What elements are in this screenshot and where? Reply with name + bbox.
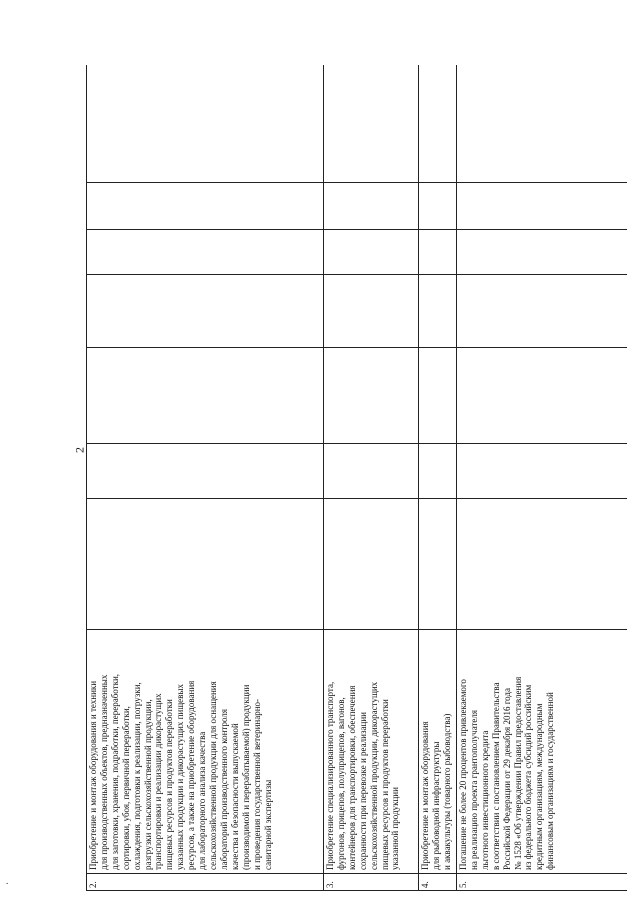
description-line: Приобретение специализированного транспорта, bbox=[325, 681, 335, 870]
description-line: финансовым организациям и государственной bbox=[545, 692, 556, 870]
description-line: контейнеров для транспортировки, обеспечения bbox=[346, 685, 357, 870]
description-line: кредитным организациям, международным bbox=[534, 703, 545, 870]
empty-cell bbox=[457, 275, 628, 348]
description-line: для лабораторного анализа качества bbox=[197, 731, 208, 870]
table-row bbox=[419, 65, 457, 891]
description-line: для заготовки, хранения, подработки, переработки, bbox=[109, 673, 120, 870]
empty-cell bbox=[324, 230, 419, 275]
description-line: пищевых ресурсов и продуктов переработки bbox=[379, 699, 390, 870]
empty-cell bbox=[457, 183, 628, 230]
empty-cell bbox=[419, 444, 457, 499]
row-number: 3. bbox=[324, 874, 419, 891]
description-line: ресурсов, а также на приобретение оборудования bbox=[186, 680, 197, 870]
description-line: Российской Федерации от 29 декабря 2016 года bbox=[501, 688, 512, 870]
row-number: 5. bbox=[457, 874, 628, 891]
description-line: Приобретение и монтаж оборудования bbox=[420, 721, 430, 870]
empty-cell bbox=[419, 275, 457, 348]
empty-cell bbox=[87, 444, 324, 499]
description-line: Приобретение и монтаж оборудования и техники bbox=[88, 680, 98, 870]
table-row bbox=[457, 65, 628, 891]
empty-cell bbox=[87, 65, 324, 183]
empty-cell bbox=[457, 348, 628, 444]
description-line: № 1528 «Об утверждении Правил предоставления bbox=[512, 676, 523, 870]
description-line: для производственных объектов, предназначенных bbox=[98, 674, 109, 870]
empty-cell bbox=[419, 230, 457, 275]
description-line: сохранности при перевозке и реализации bbox=[357, 712, 368, 870]
empty-cell bbox=[457, 499, 628, 630]
empty-cell bbox=[419, 65, 457, 183]
description-line: сельскохозяйственной продукции, дикорастущих bbox=[368, 681, 379, 870]
empty-cell bbox=[324, 348, 419, 444]
description-line: и аквакультуры (товарного рыбоводства) bbox=[441, 713, 452, 870]
description-line: (производимой и перерабатываемой) продукции bbox=[240, 684, 251, 870]
description-line: охлаждения, подготовки к реализации, погрузки, bbox=[131, 682, 142, 870]
description-line: сортировки, убоя, первичной переработки, bbox=[120, 706, 131, 870]
description-line: разгрузки сельскохозяйственной продукции, bbox=[142, 699, 153, 870]
description-line: пищевых ресурсов и продуктов переработки bbox=[164, 699, 175, 870]
description-line: санитарной экспертизы bbox=[262, 779, 273, 870]
empty-cell bbox=[87, 183, 324, 230]
empty-cell bbox=[419, 348, 457, 444]
description-line: транспортировки и реализации дикорастущих bbox=[153, 693, 164, 870]
empty-cell bbox=[457, 444, 628, 499]
empty-cell bbox=[324, 65, 419, 183]
empty-cell bbox=[87, 230, 324, 275]
empty-cell bbox=[324, 183, 419, 230]
empty-cell bbox=[419, 499, 457, 630]
empty-cell bbox=[87, 499, 324, 630]
row-description bbox=[457, 630, 628, 874]
page-number: 2 bbox=[72, 447, 87, 453]
empty-cell bbox=[457, 230, 628, 275]
empty-cell bbox=[324, 444, 419, 499]
description-line: в соответствии с постановлением Правительства bbox=[490, 682, 501, 870]
empty-cell bbox=[324, 499, 419, 630]
description-line: указанной продукции bbox=[390, 787, 401, 870]
table-row bbox=[87, 65, 324, 891]
description-line: Погашение не более 20 процентов привлекаемого bbox=[458, 679, 468, 870]
description-line: из федерального бюджета субсидий российским bbox=[523, 684, 534, 870]
row-number: 2. bbox=[87, 874, 324, 891]
row-description bbox=[87, 630, 324, 874]
row-number: 4. bbox=[419, 874, 457, 891]
empty-cell bbox=[457, 65, 628, 183]
empty-cell bbox=[419, 183, 457, 230]
empty-cell bbox=[87, 275, 324, 348]
description-line: на реализацию проекта грантополучателя bbox=[468, 709, 479, 870]
budget-table-sheet bbox=[86, 65, 627, 891]
description-line: льготного инвестиционного кредита bbox=[479, 730, 490, 870]
description-line: сельскохозяйственной продукции для оснащения bbox=[207, 681, 218, 870]
description-line: фургонов, прицепов, полуприцепов, вагонов, bbox=[335, 697, 346, 870]
row-description bbox=[419, 630, 457, 874]
description-line: указанных продукции и дикорастущих пищевых bbox=[175, 684, 186, 870]
row-description bbox=[324, 630, 419, 874]
description-line: и проведения государственной ветеринарно- bbox=[251, 698, 262, 870]
description-line: качества и безопасности выпускаемой bbox=[229, 723, 240, 870]
description-line: лабораторий производственного контроля bbox=[218, 709, 229, 870]
empty-cell bbox=[324, 275, 419, 348]
empty-cell bbox=[87, 348, 324, 444]
expenditure-table bbox=[86, 65, 627, 891]
table-row bbox=[324, 65, 419, 891]
corner-mark: . bbox=[6, 876, 9, 886]
description-line: для рыбоводной инфраструктуры bbox=[430, 741, 441, 870]
